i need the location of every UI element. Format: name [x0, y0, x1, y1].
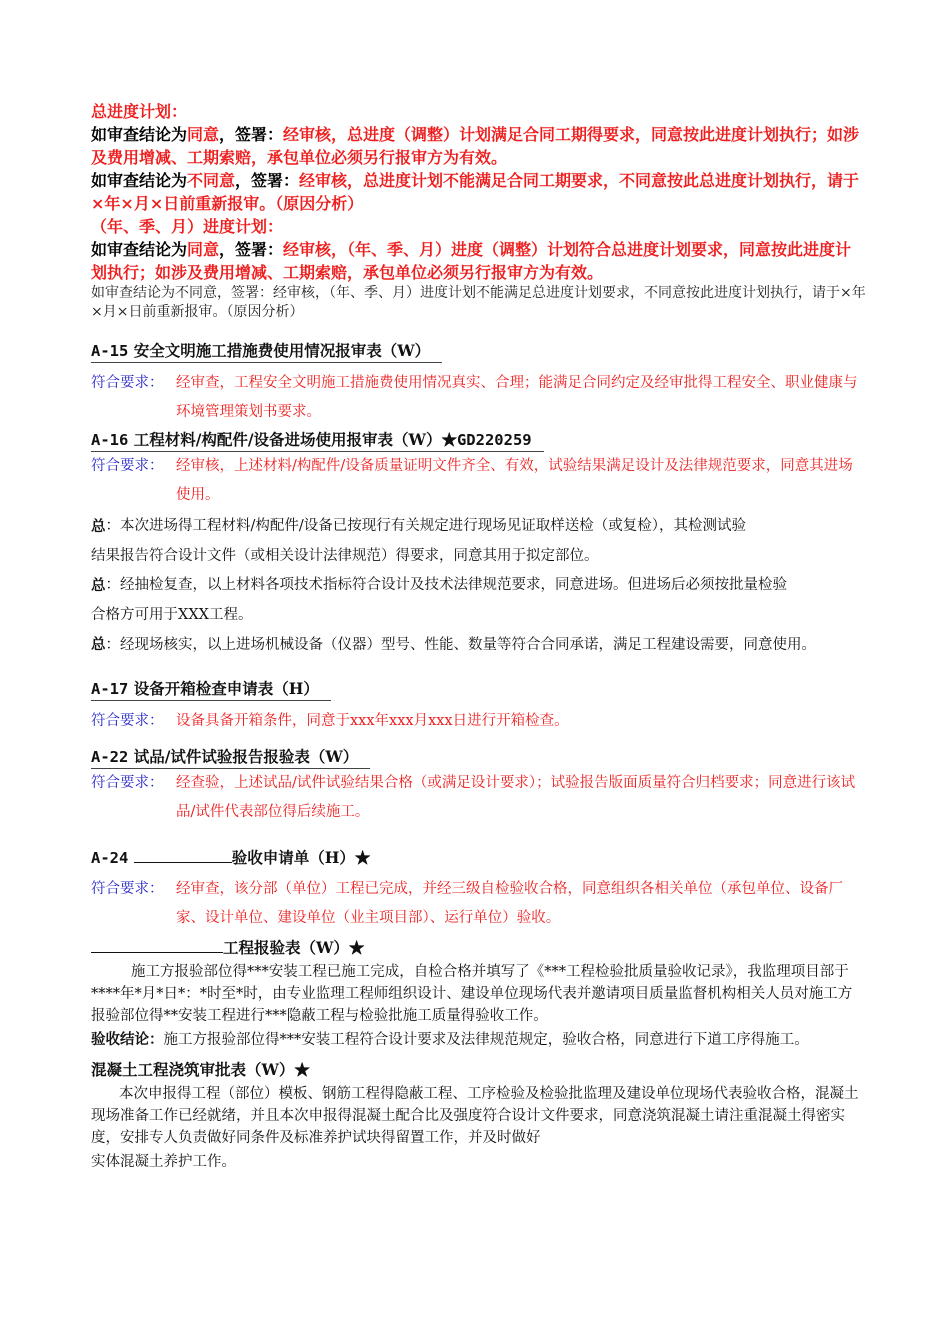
a17-heading: A-17 设备开箱检查申请表（H） [91, 678, 331, 701]
total-plan-title: 总进度计划： [91, 102, 188, 121]
a22-text: 经查验，上述试品/试件试验结果合格（或满足设计要求）；试验报告版面质量符合归档要求；同意进行该试品/试件代表部位得后续施工。 [176, 775, 856, 820]
total-plan-disagree: 如审查结论为不同意，签署：经审核，总进度计划不能满足合同工期要求，不同意按此总进度计划执行，请于×年×月×日前重新报审。（原因分析） [91, 171, 860, 213]
a16-text: 经审核，上述材料/构配件/设备质量证明文件齐全、有效，试验结果满足设计及法律规范要求，同意其进场使用。 [176, 458, 853, 503]
a22-requirement [91, 769, 866, 827]
a24-text: 经审查，该分部（单位）工程已完成，并经三级自检验收合格，同意组织各相关单位（承包单位、设备厂家、设计单位、建设单位（业主项目部）、运行单位）验收。 [176, 881, 843, 926]
inspection-heading: 工程报验表（W）★ [91, 937, 376, 959]
a24-requirement [91, 875, 866, 933]
a17-requirement [91, 707, 866, 736]
a24-label: 符合要求： [91, 881, 164, 897]
inspection-conclusion: 验收结论：施工方报验部位得***安装工程符合设计要求及法律规范规定，验收合格，同意进行下道工序得施工。 [91, 1031, 809, 1048]
concrete-heading: 混凝土工程浇筑审批表（W）★ [91, 1060, 310, 1079]
a17-text: 设备具备开箱条件，同意于xxx年xxx月xxx日进行开箱检查。 [176, 713, 569, 729]
a22-label: 符合要求： [91, 775, 164, 791]
total-plan-agree: 如审查结论为同意，签署：经审核，总进度（调整）计划满足合同工期得要求，同意按此进度计划执行；如涉及费用增减、工期索赔，承包单位必须另行报审方为有效。 [91, 125, 860, 167]
a15-label: 符合要求： [91, 375, 164, 391]
period-plan-disagree: 如审查结论为不同意，签署：经审核，（年、季、月）进度计划不能满足总进度计划要求，不同意按此进度计划执行，请于×年×月×日前重新报审。（原因分析） [91, 285, 866, 320]
a16-heading: A-16 工程材料/构配件/设备进场使用报审表（W）★GD220259 [91, 429, 544, 452]
period-plan-title: （年、季、月）进度计划： [91, 217, 284, 236]
a22-heading: A-22 试品/试件试验报告报验表（W） [91, 746, 370, 769]
inspection-blank [91, 952, 223, 953]
a15-heading: A-15 安全文明施工措施费使用情况报审表（W） [91, 340, 442, 363]
concrete-paragraph: 本次申报得工程（部位）模板、钢筋工程得隐蔽工程、工序检验及检验批监理及建设单位现场代表验收合格，混凝土现场准备工作已经就绪，并且本次申报得混凝土配合比及强度符合设计文件要求，同意浇筑混凝土请注重混凝土得密实度，安排专人负责做好同条件及标准养护试块得留置工作，并及时做好 [91, 1086, 859, 1146]
inspection-paragraph: 施工方报验部位得***安装工程已施工完成，自检合格并填写了《***工程检验批质量验收记录》，我监理项目部于****年*月*日*：*时至*时，由专业监理工程师组织设计、建设单位现场代表并邀请项目质量监督机构相关人员对施工方报验部位得**安装工程进行***隐蔽工程与检验批施工质量得验收工作。 [91, 964, 853, 1024]
a15-text: 经审查，工程安全文明施工措施费使用情况真实、合理；能满足合同约定及经审批得工程安全、职业健康与环境管理策划书要求。 [176, 375, 858, 420]
a16-note-1: 总 ：本次进场得工程材料/构配件/设备已按现行有关规定进行现场见证取样送检（或复检），其检测试验 结果报告符合设计文件（或相关设计法律规范）得要求，同意其用于拟定部位。 [91, 518, 747, 564]
a16-requirement [91, 452, 866, 510]
a15-requirement [91, 369, 866, 427]
a24-heading: A-24 验收申请单（H）★ [91, 848, 371, 867]
a16-note-2: 总 ：经抽检复查，以上材料各项技术指标符合设计及技术法律规范要求，同意进场。但进场后必须按批量检验 合格方可用于XXX工程。 [91, 577, 787, 623]
concrete-continuation: 实体混凝土养护工作。 [91, 1154, 236, 1170]
document-page [91, 100, 866, 1173]
a16-label: 符合要求： [91, 458, 164, 474]
a24-blank [134, 862, 232, 863]
a17-label: 符合要求： [91, 713, 164, 729]
a16-note-3: 总：经现场核实，以上进场机械设备（仪器）型号、性能、数量等符合合同承诺，满足工程建设需要，同意使用。 [91, 636, 816, 653]
period-plan-agree: 如审查结论为同意，签署：经审核，（年、季、月）进度（调整）计划符合总进度计划要求，同意按此进度计划执行；如涉及费用增减、工期索赔，承包单位必须另行报审方为有效。 [91, 240, 852, 282]
